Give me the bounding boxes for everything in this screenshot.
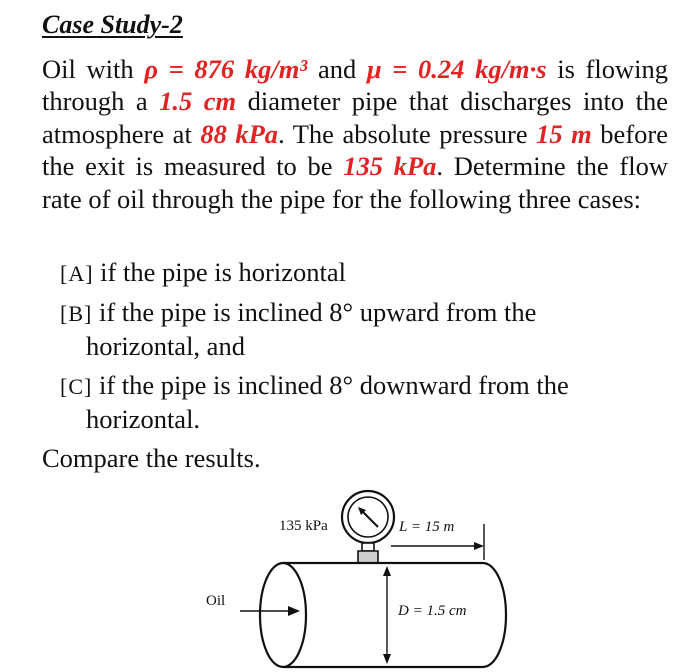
pipe-body — [260, 563, 506, 667]
density-value: ρ = 876 kg/m³ — [144, 54, 308, 84]
case-b-label: [B] — [60, 301, 93, 326]
case-b-continuation: horizontal, and — [86, 331, 245, 361]
length-label: L = 15 m — [399, 519, 455, 535]
text-run: before the exit is measured to be — [42, 118, 668, 182]
text-run: . The absolute pressure — [278, 118, 537, 149]
text-run: and — [307, 54, 367, 84]
pipe-figure — [0, 470, 700, 672]
case-a — [60, 256, 670, 290]
case-b — [60, 296, 670, 362]
case-c-label: [C] — [60, 374, 93, 399]
case-b-text: if the pipe is inclined 8° upward from the — [92, 297, 537, 327]
distance-value: 15 m — [536, 118, 592, 149]
case-a-label: [A] — [60, 261, 94, 286]
absolute-pressure-value: 135 kPa — [343, 151, 437, 182]
text-run: . Determine the flow rate of oil through the pipe for the following three cases: — [42, 151, 668, 214]
case-c-continuation: horizontal. — [86, 404, 201, 434]
case-study-title: Case Study-2 — [42, 10, 183, 39]
case-c-text: if the pipe is inclined 8° downward from the — [92, 370, 569, 400]
text-run: is flowing through a — [42, 54, 668, 117]
diameter-label: D = 1.5 cm — [398, 603, 467, 619]
fluid-label: Oil — [206, 593, 226, 609]
text-run: Oil with — [42, 54, 145, 84]
pressure-label: 135 kPa — [279, 518, 328, 534]
case-a-text: if the pipe is horizontal — [93, 257, 346, 287]
atmospheric-pressure-value: 88 kPa — [200, 118, 279, 149]
diameter-value: 1.5 cm — [159, 86, 237, 117]
pressure-gauge-icon — [342, 491, 394, 564]
viscosity-value: μ = 0.24 kg/m·s — [366, 54, 547, 84]
compare-instruction: Compare the results. — [42, 443, 261, 473]
case-c — [60, 369, 670, 435]
problem-statement — [42, 53, 668, 215]
text-run: diameter pipe that discharges into the atmosphere at — [42, 86, 669, 149]
